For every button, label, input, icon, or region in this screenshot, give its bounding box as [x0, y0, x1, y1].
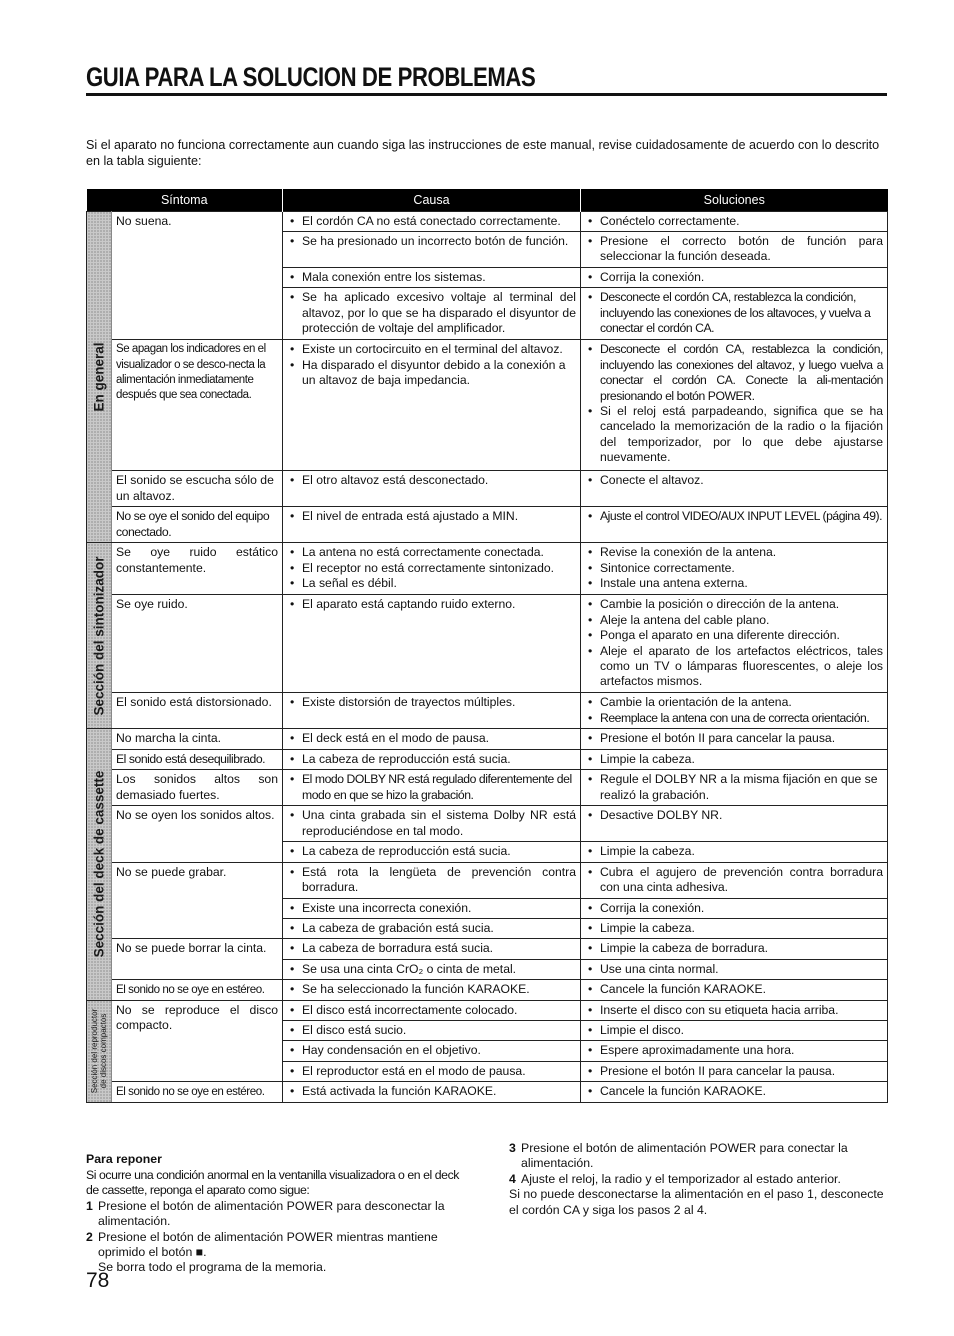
table-row — [87, 693, 888, 729]
page-title: GUIA PARA LA SOLUCION DE PROBLEMAS — [86, 62, 536, 92]
symptom-cell: Se apagan los indicadores en el visualizador o se desco-necta la alimentación inmediatamente después que sea conectada. — [112, 340, 283, 471]
cause-item: • La cabeza de grabación está sucia. — [287, 921, 576, 936]
table-row — [87, 770, 888, 806]
solution-item: • Use una cinta normal. — [585, 962, 883, 977]
step-number: 2 — [86, 1229, 93, 1244]
reset-left-column — [86, 1168, 464, 1276]
cause-item: • Existe un cortocircuito en el terminal del altavoz. — [287, 342, 576, 357]
section-general — [87, 211, 112, 543]
table-row — [87, 471, 888, 507]
step-text: Presione el botón de alimentación POWER para desconectar la alimentación. — [98, 1198, 445, 1229]
cause-item: • Existe una incorrecta conexión. — [287, 901, 576, 916]
solution-item: • Sintonice correctamente. — [585, 561, 883, 576]
step-number: 4 — [509, 1171, 516, 1186]
table-row — [87, 1000, 888, 1020]
title-rule — [86, 93, 887, 96]
cause-item: • El reproductor está en el modo de pausa. — [287, 1064, 576, 1079]
symptom-cell: No suena. — [112, 211, 283, 340]
cause-item: • El nivel de entrada está ajustado a MIN. — [287, 509, 576, 524]
section-cd — [87, 1000, 112, 1102]
cause-item: • La cabeza de reproducción está sucia. — [287, 844, 576, 859]
symptom-cell: No se puede borrar la cinta. — [112, 939, 283, 980]
cause-item: • Se ha seleccionado la función KARAOKE. — [287, 982, 576, 997]
reset-note: Si no puede desconectarse la alimentación en el paso 1, desconecte el cordón CA y siga los pasos 2 al 4. — [509, 1187, 884, 1217]
cause-item: • Se ha presionado un incorrecto botón de función. — [287, 234, 576, 249]
step-note: Se borra todo el programa de la memoria. — [98, 1260, 327, 1275]
header-sintoma: Síntoma — [87, 189, 283, 211]
solution-item: • Cubra el agujero de prevención contra borradura con una cinta adhesiva. — [585, 865, 883, 896]
cause-item: • El cordón CA no está conectado correctamente. — [287, 214, 576, 229]
table-row — [87, 939, 888, 959]
step-text: Ajuste el reloj, la radio y el temporizador al estado anterior. — [521, 1171, 841, 1186]
reset-step-4 — [509, 1172, 887, 1187]
cause-item: • El disco está sucio. — [287, 1023, 576, 1038]
cause-item: • La cabeza de reproducción está sucia. — [287, 752, 576, 767]
cause-item: • Ha disparado el disyuntor debido a la conexión a un altavoz de baja impedancia. — [287, 358, 576, 389]
solution-item: • Ajuste el control VIDEO/AUX INPUT LEVEL (página 49). — [585, 509, 883, 524]
reset-heading: Para reponer — [86, 1152, 162, 1166]
table-row — [87, 749, 888, 769]
solution-item: • Revise la conexión de la antena. — [585, 545, 883, 560]
symptom-cell: El sonido no se oye en estéreo. — [112, 980, 283, 1000]
reset-intro: Si ocurre una condición anormal en la ventanilla visualizadora o en el deck de cassette, reponga el aparato como sigue: — [86, 1168, 459, 1198]
solution-item: • Limpie la cabeza de borradura. — [585, 941, 883, 956]
cause-item: • El deck está en el modo de pausa. — [287, 731, 576, 746]
step-text: Presione el botón de alimentación POWER para conectar la alimentación. — [521, 1141, 848, 1171]
section-label-sintonizador: Sección del sintonizador — [91, 556, 107, 716]
solution-item: • Desconecte el cordón CA, restablezca la condición, incluyendo las conexiones del altavoz, y luego vuelva a conectar el cordón CA. Conecte la ali-mentación presionando el botón POWER. — [585, 342, 883, 404]
symptom-cell: No marcha la cinta. — [112, 729, 283, 749]
troubleshooting-table — [86, 189, 888, 1103]
symptom-cell: No se oyen los sonidos altos. — [112, 806, 283, 862]
solution-item: • Cancele la función KARAOKE. — [585, 982, 883, 997]
solution-item: • Desactive DOLBY NR. — [585, 808, 883, 823]
solution-item: • Limpie la cabeza. — [585, 921, 883, 936]
solution-item: • Limpie la cabeza. — [585, 752, 883, 767]
solution-item: • Conéctelo correctamente. — [585, 214, 883, 229]
cause-item: • Hay condensación en el objetivo. — [287, 1043, 576, 1058]
cause-item: • Una cinta grabada sin el sistema Dolby NR está reproduciéndose en tal modo. — [287, 808, 576, 839]
table-row — [87, 980, 888, 1000]
section-sintonizador — [87, 543, 112, 729]
symptom-cell: Los sonidos altos son demasiado fuertes. — [112, 770, 283, 806]
solution-item: • Cambie la orientación de la antena. — [585, 695, 883, 710]
symptom-cell: El sonido está distorsionado. — [112, 693, 283, 729]
table-row — [87, 543, 888, 595]
solution-item: • Si el reloj está parpadeando, significa que se ha cancelado la memorización de la radio o la fijación del temporizador, por lo que debe ajustarse nuevamente. — [585, 404, 883, 466]
cause-item: • Está rota la lengüeta de prevención contra borradura. — [287, 865, 576, 896]
cause-item: • El receptor no está correctamente sintonizado. — [287, 561, 576, 576]
header-causa: Causa — [283, 189, 581, 211]
section-label-cassette: Sección del deck de cassette — [91, 771, 107, 958]
table-row — [87, 1082, 888, 1102]
solution-item: • Limpie el disco. — [585, 1023, 883, 1038]
symptom-cell: Se oye ruido. — [112, 595, 283, 693]
solution-item: • Ponga el aparato en una diferente dirección. — [585, 628, 883, 643]
symptom-cell: No se oye el sonido del equipo conectado. — [112, 507, 283, 543]
solution-item: • Cambie la posición o dirección de la antena. — [585, 597, 883, 612]
cause-item: • Mala conexión entre los sistemas. — [287, 270, 576, 285]
solution-item: • Conecte el altavoz. — [585, 473, 883, 488]
solution-item: • Presione el botón II para cancelar la pausa. — [585, 1064, 883, 1079]
cause-item: • El disco está incorrectamente colocado. — [287, 1003, 576, 1018]
cause-item: • Se ha aplicado excesivo voltaje al terminal del altavoz, por lo que se ha disparado el disyuntor de protección de voltaje del amplificador. — [287, 290, 576, 336]
solution-item: • Aleje la antena del cable plano. — [585, 613, 883, 628]
intro-paragraph: Si el aparato no funciona correctamente aun cuando siga las instrucciones de este manual, revise cuidadosamente de acuerdo con lo descrito en la tabla siguiente: — [86, 138, 880, 168]
solution-item: • Presione el correcto botón de función para seleccionar la función deseada. — [585, 234, 883, 265]
solution-item: • Reemplace la antena con una de correcta orientación. — [585, 711, 883, 726]
cause-item: • El otro altavoz está desconectado. — [287, 473, 576, 488]
table-row — [87, 595, 888, 693]
reset-right-column — [509, 1141, 887, 1218]
solution-item: • Instale una antena externa. — [585, 576, 883, 591]
step-text: Presione el botón de alimentación POWER mientras mantiene oprimido el botón ■. — [98, 1229, 438, 1260]
cause-item: • Existe distorsión de trayectos múltiples. — [287, 695, 576, 710]
cause-item: • La señal es débil. — [287, 576, 576, 591]
cause-item: • Se usa una cinta CrO₂ o cinta de metal. — [287, 962, 576, 977]
section-label-cd: Sección del reproductor de discos compactos — [90, 1008, 108, 1094]
solution-item: • Aleje el aparato de los artefactos eléctricos, tales como un TV o lámparas fluorescentes, o aleje los artefactos mismos. — [585, 644, 883, 690]
solution-item: • Presione el botón II para cancelar la pausa. — [585, 731, 883, 746]
solution-item: • Cancele la función KARAOKE. — [585, 1084, 883, 1099]
cause-item: • El modo DOLBY NR está regulado diferentemente del modo en que se hizo la grabación. — [287, 772, 576, 803]
solution-item: • Regule el DOLBY NR a la misma fijación en que se realizó la grabación. — [585, 772, 883, 803]
solution-item: • Corrija la conexión. — [585, 901, 883, 916]
header-soluciones: Soluciones — [581, 189, 888, 211]
section-label-general: En general — [91, 342, 107, 412]
solution-item: • Inserte el disco con su etiqueta hacia arriba. — [585, 1003, 883, 1018]
solution-item: • Espere aproximadamente una hora. — [585, 1043, 883, 1058]
table-row — [87, 340, 888, 471]
section-cassette — [87, 729, 112, 1000]
solution-item: • Corrija la conexión. — [585, 270, 883, 285]
solution-item: • Limpie la cabeza. — [585, 844, 883, 859]
symptom-cell: El sonido se escucha sólo de un altavoz. — [112, 471, 283, 507]
table-header-row — [87, 189, 888, 211]
table-row — [87, 507, 888, 543]
cause-item: • La antena no está correctamente conectada. — [287, 545, 576, 560]
cause-item: • La cabeza de borradura está sucia. — [287, 941, 576, 956]
symptom-cell: El sonido está desequilibrado. — [112, 749, 283, 769]
table-row — [87, 862, 888, 898]
solution-item: • Desconecte el cordón CA, restablezca la condición, incluyendo las conexiones de los altavoces, y vuelva a conectar el cordón CA. — [585, 290, 883, 336]
symptom-cell: No se reproduce el disco compacto. — [112, 1000, 283, 1082]
cause-item: • Está activada la función KARAOKE. — [287, 1084, 576, 1099]
symptom-cell: El sonido no se oye en estéreo. — [112, 1082, 283, 1102]
cause-item: • El aparato está captando ruido externo. — [287, 597, 576, 612]
reset-step-2-note — [86, 1260, 464, 1275]
page-number: 78 — [86, 1269, 110, 1292]
reset-step-3 — [509, 1141, 887, 1172]
reset-step-2 — [86, 1230, 464, 1261]
table-row — [87, 806, 888, 842]
symptom-cell: No se puede grabar. — [112, 862, 283, 939]
step-number: 1 — [86, 1198, 93, 1213]
table-row — [87, 211, 888, 231]
table-row — [87, 729, 888, 749]
step-number: 3 — [509, 1141, 516, 1155]
symptom-cell: Se oye ruido estático constantemente. — [112, 543, 283, 595]
reset-step-1 — [86, 1199, 464, 1230]
